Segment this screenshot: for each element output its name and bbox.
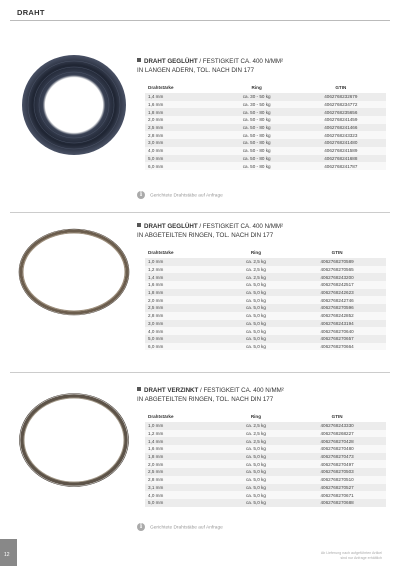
table-row: [145, 320, 386, 328]
spec-table: [145, 82, 386, 170]
wire-size-cell: 2,5 mm: [145, 304, 224, 312]
bullet-square-icon: [137, 58, 141, 62]
ring-weight-cell: ca. 30 - 50 kg: [218, 93, 296, 101]
ring-weight-cell: ca. 50 - 80 kg: [218, 147, 296, 155]
ring-weight-cell: ca. 50 - 80 kg: [218, 131, 296, 139]
gtin-cell: 4062768242746: [288, 296, 386, 304]
table-row: [145, 491, 386, 499]
ring-weight-cell: ca. 50 - 80 kg: [218, 108, 296, 116]
wire-size-cell: 6,0 mm: [145, 343, 224, 351]
ring-weight-cell: ca. 2,5 kg: [224, 266, 289, 274]
gtin-cell: 4062768243200: [288, 273, 386, 281]
ring-weight-cell: ca. 5,0 kg: [224, 335, 289, 343]
wire-size-cell: 1,0 mm: [145, 422, 224, 430]
page-header-title: DRAHT: [17, 8, 45, 17]
ring-weight-cell: ca. 5,0 kg: [224, 304, 289, 312]
table-row: [145, 476, 386, 484]
table-row: [145, 289, 386, 297]
section-heading: DRAHT VERZINKT / FESTIGKEIT CA. 400 N/MM² IN ABGETEILTEN RINGEN, TOL. NACH DIN 177: [137, 387, 284, 403]
section-heading: DRAHT GEGLÜHT / FESTIGKEIT CA. 400 N/MM² IN ABGETEILTEN RINGEN, TOL. NACH DIN 177: [137, 223, 284, 239]
table-row: [145, 101, 386, 109]
wire-size-cell: 3,0 mm: [145, 139, 218, 147]
table-row: [145, 258, 386, 266]
ring-weight-cell: ca. 30 - 50 kg: [218, 101, 296, 109]
wire-size-cell: 2,5 mm: [145, 124, 218, 132]
gtin-cell: 4062768270565: [288, 266, 386, 274]
ring-weight-cell: ca. 5,0 kg: [224, 476, 289, 484]
ring-weight-cell: ca. 5,0 kg: [224, 343, 289, 351]
ring-weight-cell: ca. 5,0 kg: [224, 281, 289, 289]
gtin-cell: 4062768243194: [288, 320, 386, 328]
wire-size-cell: 1,6 mm: [145, 101, 218, 109]
gtin-cell: 4062768242623: [288, 289, 386, 297]
ring-weight-cell: ca. 50 - 80 kg: [218, 139, 296, 147]
ring-weight-cell: ca. 2,5 kg: [224, 430, 289, 438]
gtin-cell: 4062768270657: [288, 335, 386, 343]
gtin-cell: 4062768241466: [296, 124, 386, 132]
gtin-cell: 4062768241688: [296, 155, 386, 163]
column-header: GTIN: [296, 82, 386, 93]
wire-size-cell: 2,5 mm: [145, 468, 224, 476]
gtin-cell: 4062768270527: [288, 484, 386, 492]
wire-size-cell: 2,0 mm: [145, 460, 224, 468]
ring-weight-cell: ca. 50 - 80 kg: [218, 162, 296, 170]
ring-weight-cell: ca. 2,5 kg: [224, 437, 289, 445]
table-row: [145, 484, 386, 492]
section-heading: DRAHT GEGLÜHT / FESTIGKEIT CA. 400 N/MM² IN LANGEN ADERN, TOL. NACH DIN 177: [137, 58, 284, 74]
table-row: [145, 108, 386, 116]
table-row: [145, 343, 386, 351]
wire-size-cell: 5,0 mm: [145, 335, 224, 343]
ring-weight-cell: ca. 2,5 kg: [224, 273, 289, 281]
gtin-cell: 4062768270510: [288, 476, 386, 484]
ring-weight-cell: ca. 2,5 kg: [224, 422, 289, 430]
gtin-cell: 4062768270664: [288, 343, 386, 351]
gtin-cell: 4062768235656: [296, 108, 386, 116]
ring-weight-cell: ca. 2,5 kg: [224, 258, 289, 266]
spec-table: [145, 247, 386, 350]
wire-size-cell: 1,8 mm: [145, 453, 224, 461]
info-icon: i: [137, 523, 145, 531]
wire-size-cell: 1,4 mm: [145, 93, 218, 101]
wire-size-cell: 3,1 mm: [145, 484, 224, 492]
info-note: i Gerichtete Drahtstäbe auf Anfrage: [137, 523, 223, 531]
ring-weight-cell: ca. 5,0 kg: [224, 499, 289, 507]
table-row: [145, 327, 386, 335]
gtin-cell: 4062768232679: [296, 93, 386, 101]
gtin-cell: 4062768270671: [288, 491, 386, 499]
column-header: Drahtstärke: [145, 247, 224, 258]
table-row: [145, 499, 386, 507]
wire-size-cell: 1,0 mm: [145, 258, 224, 266]
table-row: [145, 139, 386, 147]
gtin-cell: 4062768243330: [288, 422, 386, 430]
ring-weight-cell: ca. 50 - 80 kg: [218, 155, 296, 163]
gtin-cell: 4062768241787: [296, 162, 386, 170]
wire-ring-image: [14, 222, 134, 332]
ring-weight-cell: ca. 5,0 kg: [224, 327, 289, 335]
table-row: [145, 273, 386, 281]
table-row: [145, 155, 386, 163]
wire-size-cell: 2,8 mm: [145, 476, 224, 484]
gtin-cell: 4062768241589: [296, 147, 386, 155]
table-row: [145, 131, 386, 139]
gtin-cell: 4062768268227: [288, 430, 386, 438]
wire-size-cell: 1,2 mm: [145, 430, 224, 438]
wire-size-cell: 1,2 mm: [145, 266, 224, 274]
ring-weight-cell: ca. 5,0 kg: [224, 320, 289, 328]
gtin-cell: 4062768270428: [288, 437, 386, 445]
table-row: [145, 445, 386, 453]
ring-weight-cell: ca. 5,0 kg: [224, 460, 289, 468]
gtin-cell: 4062768241480: [296, 139, 386, 147]
table-row: [145, 116, 386, 124]
gtin-cell: 4062768270688: [288, 499, 386, 507]
gtin-cell: 4062768270596: [288, 304, 386, 312]
gtin-cell: 4062768270497: [288, 460, 386, 468]
wire-size-cell: 4,0 mm: [145, 491, 224, 499]
table-row: [145, 124, 386, 132]
table-row: [145, 162, 386, 170]
section-divider: [10, 212, 390, 213]
wire-size-cell: 1,8 mm: [145, 108, 218, 116]
spec-table: [145, 411, 386, 507]
table-row: [145, 281, 386, 289]
info-note: i Gerichtete Drahtstäbe auf Anfrage: [137, 191, 223, 199]
wire-size-cell: 2,8 mm: [145, 131, 218, 139]
column-header: Ring: [224, 411, 289, 422]
gtin-cell: 4062768243323: [296, 131, 386, 139]
wire-size-cell: 5,0 mm: [145, 155, 218, 163]
section-divider: [10, 372, 390, 373]
wire-coil-image: [14, 50, 134, 160]
column-header: GTIN: [288, 411, 386, 422]
ring-weight-cell: ca. 5,0 kg: [224, 484, 289, 492]
wire-size-cell: 6,0 mm: [145, 162, 218, 170]
ring-weight-cell: ca. 5,0 kg: [224, 312, 289, 320]
table-row: [145, 460, 386, 468]
table-row: [145, 147, 386, 155]
table-row: [145, 453, 386, 461]
bullet-square-icon: [137, 223, 141, 227]
wire-size-cell: 2,0 mm: [145, 296, 224, 304]
table-row: [145, 93, 386, 101]
gtin-cell: 4062768270640: [288, 327, 386, 335]
table-row: [145, 335, 386, 343]
column-header: Ring: [224, 247, 289, 258]
ring-weight-cell: ca. 5,0 kg: [224, 453, 289, 461]
wire-size-cell: 1,8 mm: [145, 289, 224, 297]
page-number: 12: [4, 552, 10, 558]
gtin-cell: 4062768242852: [288, 312, 386, 320]
gtin-cell: 4062768242517: [288, 281, 386, 289]
ring-weight-cell: ca. 5,0 kg: [224, 491, 289, 499]
column-header: Ring: [218, 82, 296, 93]
ring-weight-cell: ca. 5,0 kg: [224, 296, 289, 304]
wire-size-cell: 3,0 mm: [145, 320, 224, 328]
table-row: [145, 266, 386, 274]
wire-size-cell: 1,6 mm: [145, 445, 224, 453]
table-row: [145, 430, 386, 438]
gtin-cell: 4062768270473: [288, 453, 386, 461]
table-row: [145, 296, 386, 304]
table-row: [145, 304, 386, 312]
header-divider: [10, 20, 390, 21]
table-row: [145, 312, 386, 320]
wire-size-cell: 1,4 mm: [145, 273, 224, 281]
ring-weight-cell: ca. 5,0 kg: [224, 445, 289, 453]
gtin-cell: 4062768270589: [288, 258, 386, 266]
gtin-cell: 4062768234772: [296, 101, 386, 109]
ring-weight-cell: ca. 50 - 80 kg: [218, 124, 296, 132]
column-header: Drahtstärke: [145, 82, 218, 93]
info-icon: i: [137, 191, 145, 199]
gtin-cell: 4062768270503: [288, 468, 386, 476]
wire-size-cell: 2,8 mm: [145, 312, 224, 320]
galvanized-wire-ring-image: [14, 390, 134, 500]
wire-size-cell: 4,0 mm: [145, 147, 218, 155]
table-row: [145, 468, 386, 476]
wire-size-cell: 1,4 mm: [145, 437, 224, 445]
ring-weight-cell: ca. 5,0 kg: [224, 468, 289, 476]
wire-size-cell: 5,0 mm: [145, 499, 224, 507]
wire-size-cell: 2,0 mm: [145, 116, 218, 124]
ring-weight-cell: ca. 50 - 80 kg: [218, 116, 296, 124]
wire-size-cell: 4,0 mm: [145, 327, 224, 335]
table-row: [145, 437, 386, 445]
bullet-square-icon: [137, 387, 141, 391]
gtin-cell: 4062768241459: [296, 116, 386, 124]
footer-note: Ab Lieferung nach aufgeführten Artikel sind nur Anfrage erhältlich: [320, 551, 382, 560]
wire-size-cell: 1,6 mm: [145, 281, 224, 289]
ring-weight-cell: ca. 5,0 kg: [224, 289, 289, 297]
table-row: [145, 422, 386, 430]
gtin-cell: 4062768270480: [288, 445, 386, 453]
column-header: GTIN: [288, 247, 386, 258]
column-header: Drahtstärke: [145, 411, 224, 422]
